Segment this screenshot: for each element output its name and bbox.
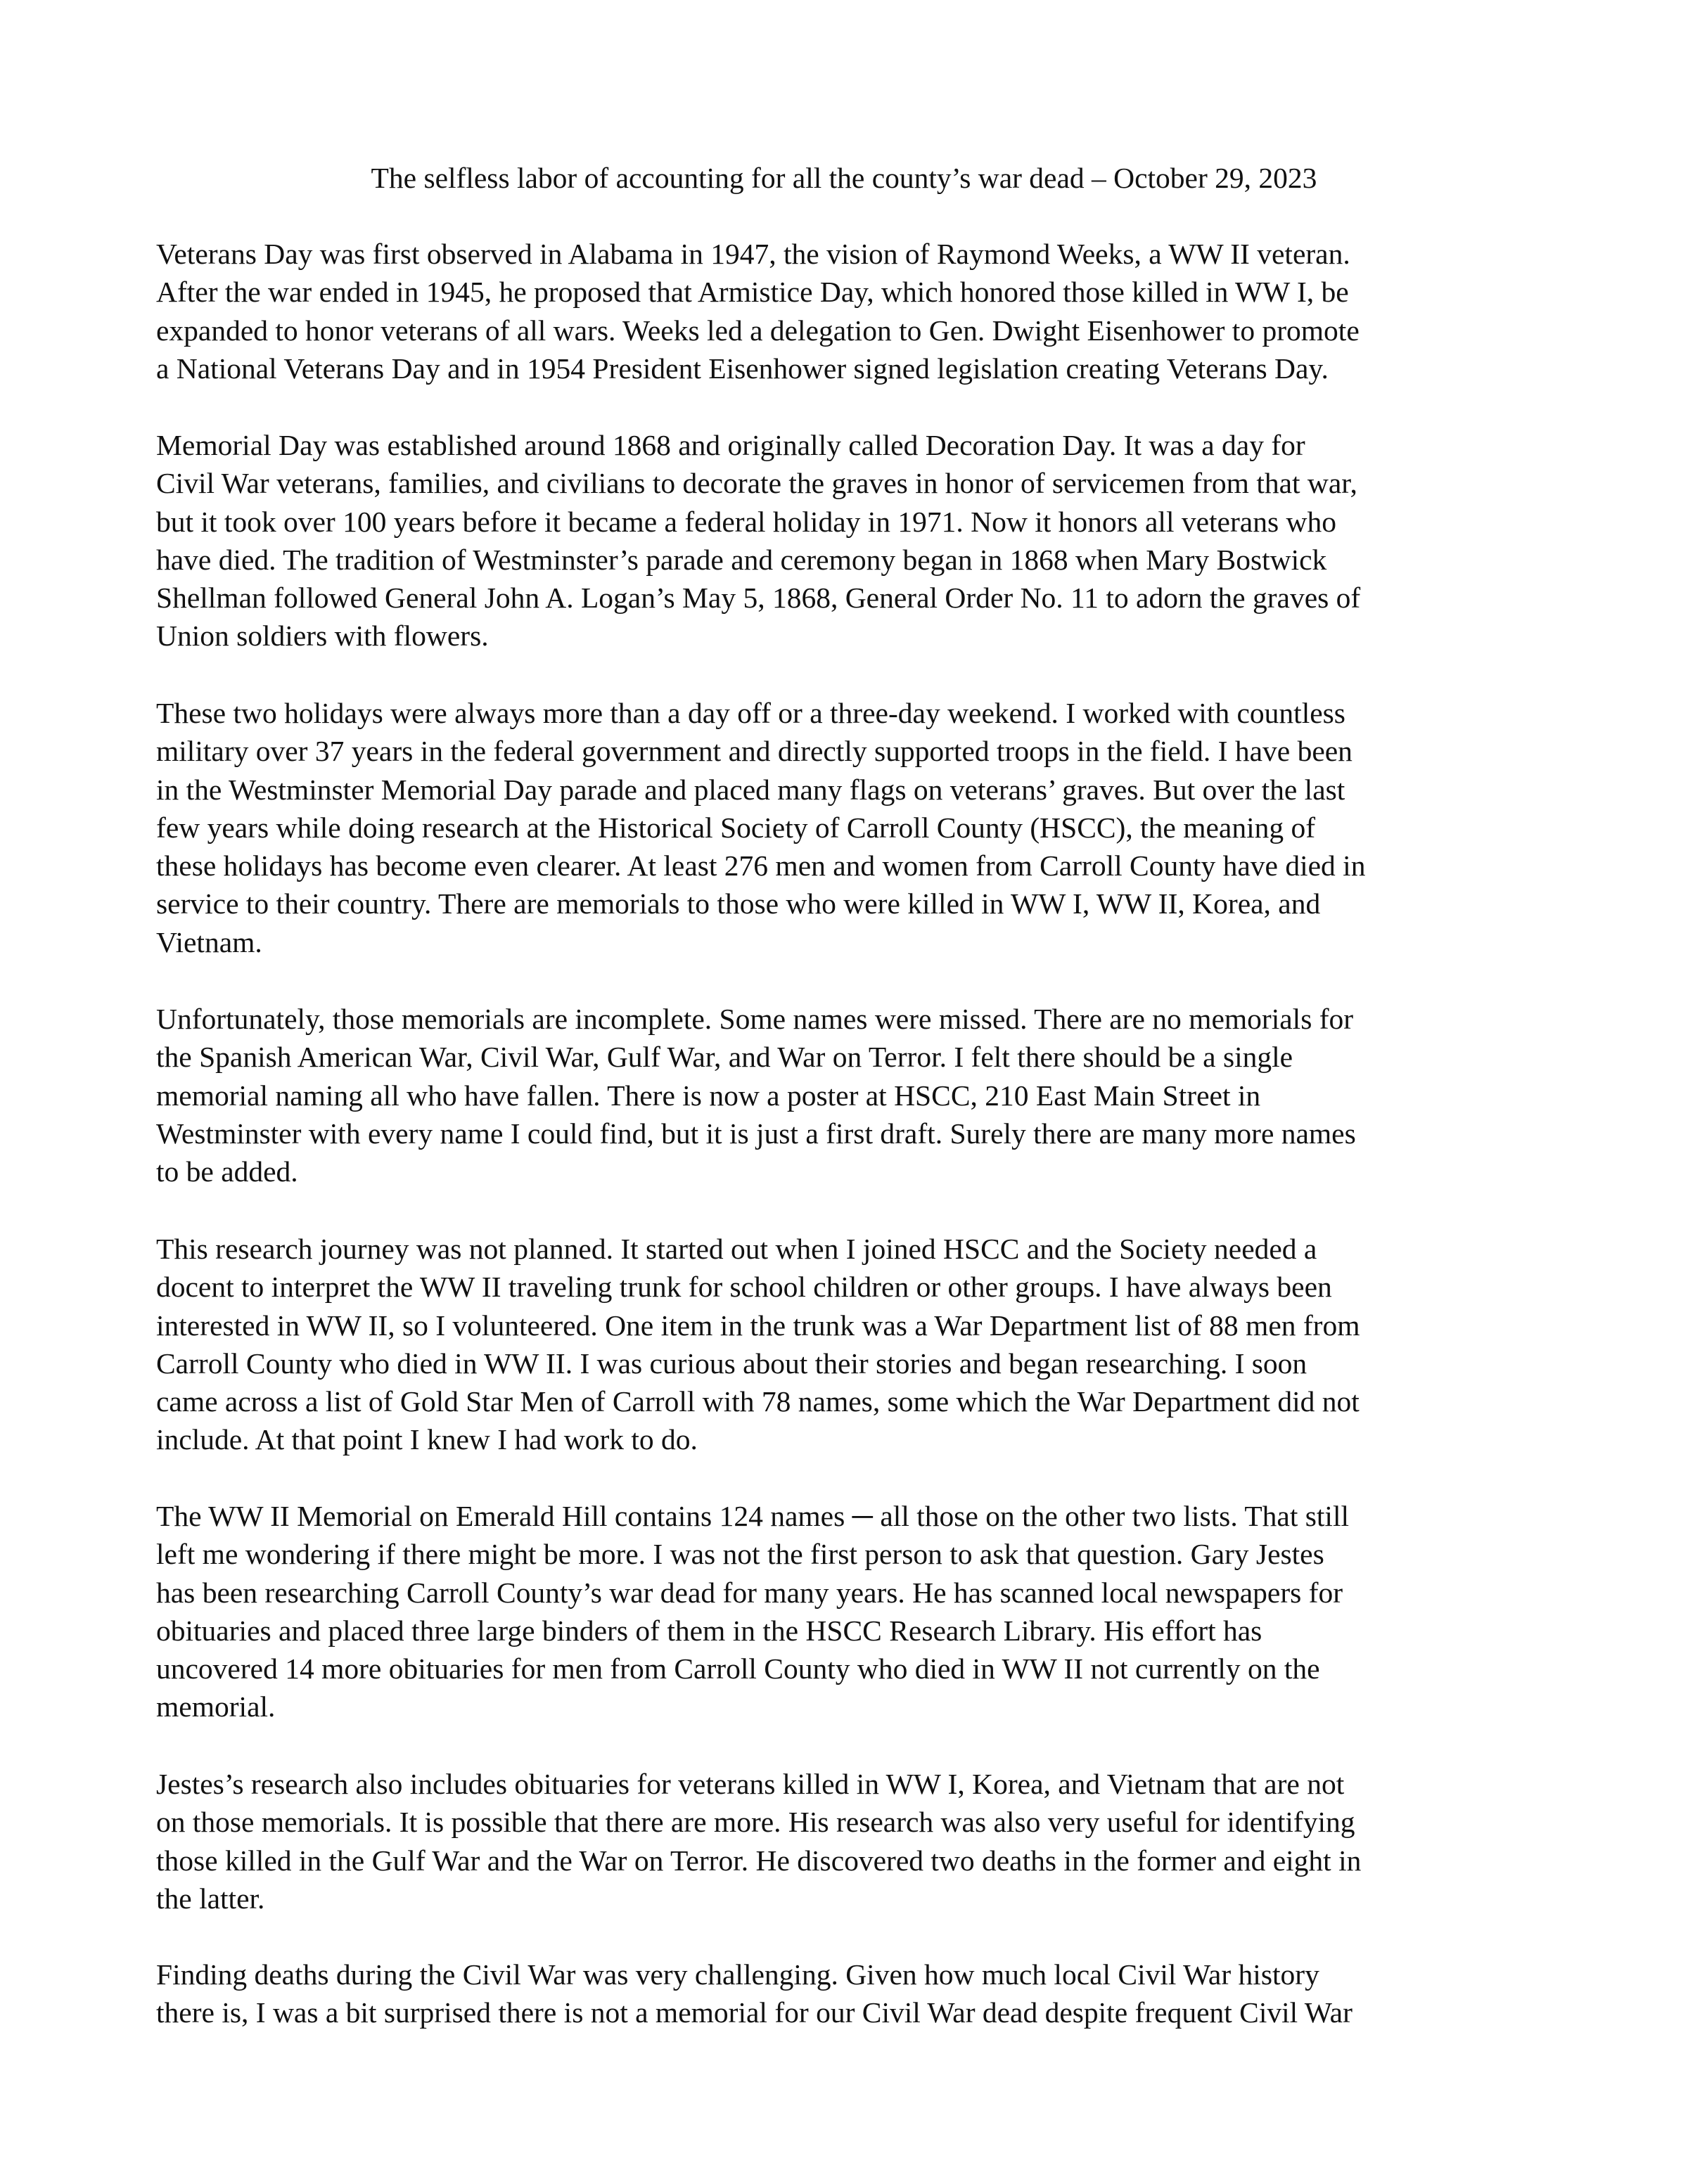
paragraph-memorials-incomplete <box>156 1000 1549 1190</box>
text-line: Westminster with every name I could find, but it is just a first draft. Surely there are many more names <box>156 1117 1356 1150</box>
text-line: came across a list of Gold Star Men of Carroll with 78 names, some which the War Department did not <box>156 1385 1360 1418</box>
text-line: there is, I was a bit surprised there is not a memorial for our Civil War dead despite frequent Civil War <box>156 1996 1353 2029</box>
text-line: left me wondering if there might be more. I was not the first person to ask that question. Gary Jestes <box>156 1538 1324 1571</box>
text-line: the latter. <box>156 1882 265 1915</box>
text-line: Veterans Day was first observed in Alabama in 1947, the vision of Raymond Weeks, a WW II veteran. <box>156 238 1350 270</box>
paragraph-two-holidays <box>156 694 1549 961</box>
paragraph-research-journey <box>156 1230 1549 1459</box>
text-line: obituaries and placed three large binders of them in the HSCC Research Library. His effort has <box>156 1614 1262 1647</box>
text-line: Vietnam. <box>156 925 262 958</box>
text-line: military over 37 years in the federal government and directly supported troops in the field. I have been <box>156 735 1353 768</box>
text-line: few years while doing research at the Historical Society of Carroll County (HSCC), the meaning of <box>156 811 1316 844</box>
text-line: The WW II Memorial on Emerald Hill contains 124 names ─ all those on the other two lists. That still <box>156 1500 1350 1532</box>
text-line: This research journey was not planned. It started out when I joined HSCC and the Society needed a <box>156 1233 1317 1265</box>
text-line: Finding deaths during the Civil War was very challenging. Given how much local Civil War history <box>156 1958 1319 1991</box>
text-line: Carroll County who died in WW II. I was curious about their stories and began researching. I soon <box>156 1347 1307 1380</box>
text-line: have died. The tradition of Westminster’s parade and ceremony began in 1868 when Mary Bostwick <box>156 543 1327 576</box>
text-line: expanded to honor veterans of all wars. Weeks led a delegation to Gen. Dwight Eisenhower to promote <box>156 314 1360 347</box>
text-line: has been researching Carroll County’s war dead for many years. He has scanned local newspapers for <box>156 1576 1343 1609</box>
text-line: Civil War veterans, families, and civilians to decorate the graves in honor of servicemen from that war, <box>156 467 1357 500</box>
text-line: on those memorials. It is possible that there are more. His research was also very useful for identifying <box>156 1806 1355 1839</box>
text-line: uncovered 14 more obituaries for men from Carroll County who died in WW II not currently on the <box>156 1652 1320 1685</box>
paragraph-veterans-day <box>156 235 1549 387</box>
paragraph-civil-war <box>156 1955 1549 2032</box>
text-line: a National Veterans Day and in 1954 President Eisenhower signed legislation creating Veterans Day. <box>156 352 1329 385</box>
paragraph-jestes-research <box>156 1765 1549 1918</box>
text-line: include. At that point I knew I had work to do. <box>156 1423 698 1456</box>
text-line: After the war ended in 1945, he proposed that Armistice Day, which honored those killed in WW I, be <box>156 276 1349 309</box>
text-line: but it took over 100 years before it became a federal holiday in 1971. Now it honors all veterans who <box>156 505 1336 538</box>
text-line: interested in WW II, so I volunteered. One item in the trunk was a War Department list of 88 men from <box>156 1309 1360 1342</box>
text-line: the Spanish American War, Civil War, Gulf War, and War on Terror. I felt there should be a single <box>156 1041 1293 1074</box>
text-line: service to their country. There are memorials to those who were killed in WW I, WW II, Korea, and <box>156 887 1321 920</box>
text-line: memorial. <box>156 1690 276 1723</box>
text-line: Unfortunately, those memorials are incomplete. Some names were missed. There are no memorials for <box>156 1003 1354 1035</box>
text-line: in the Westminster Memorial Day parade and placed many flags on veterans’ graves. But over the last <box>156 773 1345 806</box>
text-line: Union soldiers with flowers. <box>156 619 489 653</box>
text-line: docent to interpret the WW II traveling trunk for school children or other groups. I have always been <box>156 1271 1332 1304</box>
text-line: memorial naming all who have fallen. There is now a poster at HSCC, 210 East Main Street in <box>156 1079 1261 1112</box>
text-line: to be added. <box>156 1155 298 1188</box>
paragraph-memorial-day <box>156 426 1549 655</box>
document-title: The selfless labor of accounting for all the county’s war dead – October 29, 2023 <box>371 162 1317 194</box>
text-line: Jestes’s research also includes obituaries for veterans killed in WW I, Korea, and Vietnam that are not <box>156 1768 1345 1800</box>
text-line: these holidays has become even clearer. At least 276 men and women from Carroll County have died in <box>156 849 1366 882</box>
text-line: Memorial Day was established around 1868 and originally called Decoration Day. It was a day for <box>156 429 1305 461</box>
text-line: These two holidays were always more than a day off or a three-day weekend. I worked with countless <box>156 697 1345 729</box>
paragraph-ww2-memorial <box>156 1497 1549 1726</box>
text-line: those killed in the Gulf War and the War on Terror. He discovered two deaths in the former and eight in <box>156 1844 1362 1877</box>
text-line: Shellman followed General John A. Logan’s May 5, 1868, General Order No. 11 to adorn the graves of <box>156 582 1361 615</box>
